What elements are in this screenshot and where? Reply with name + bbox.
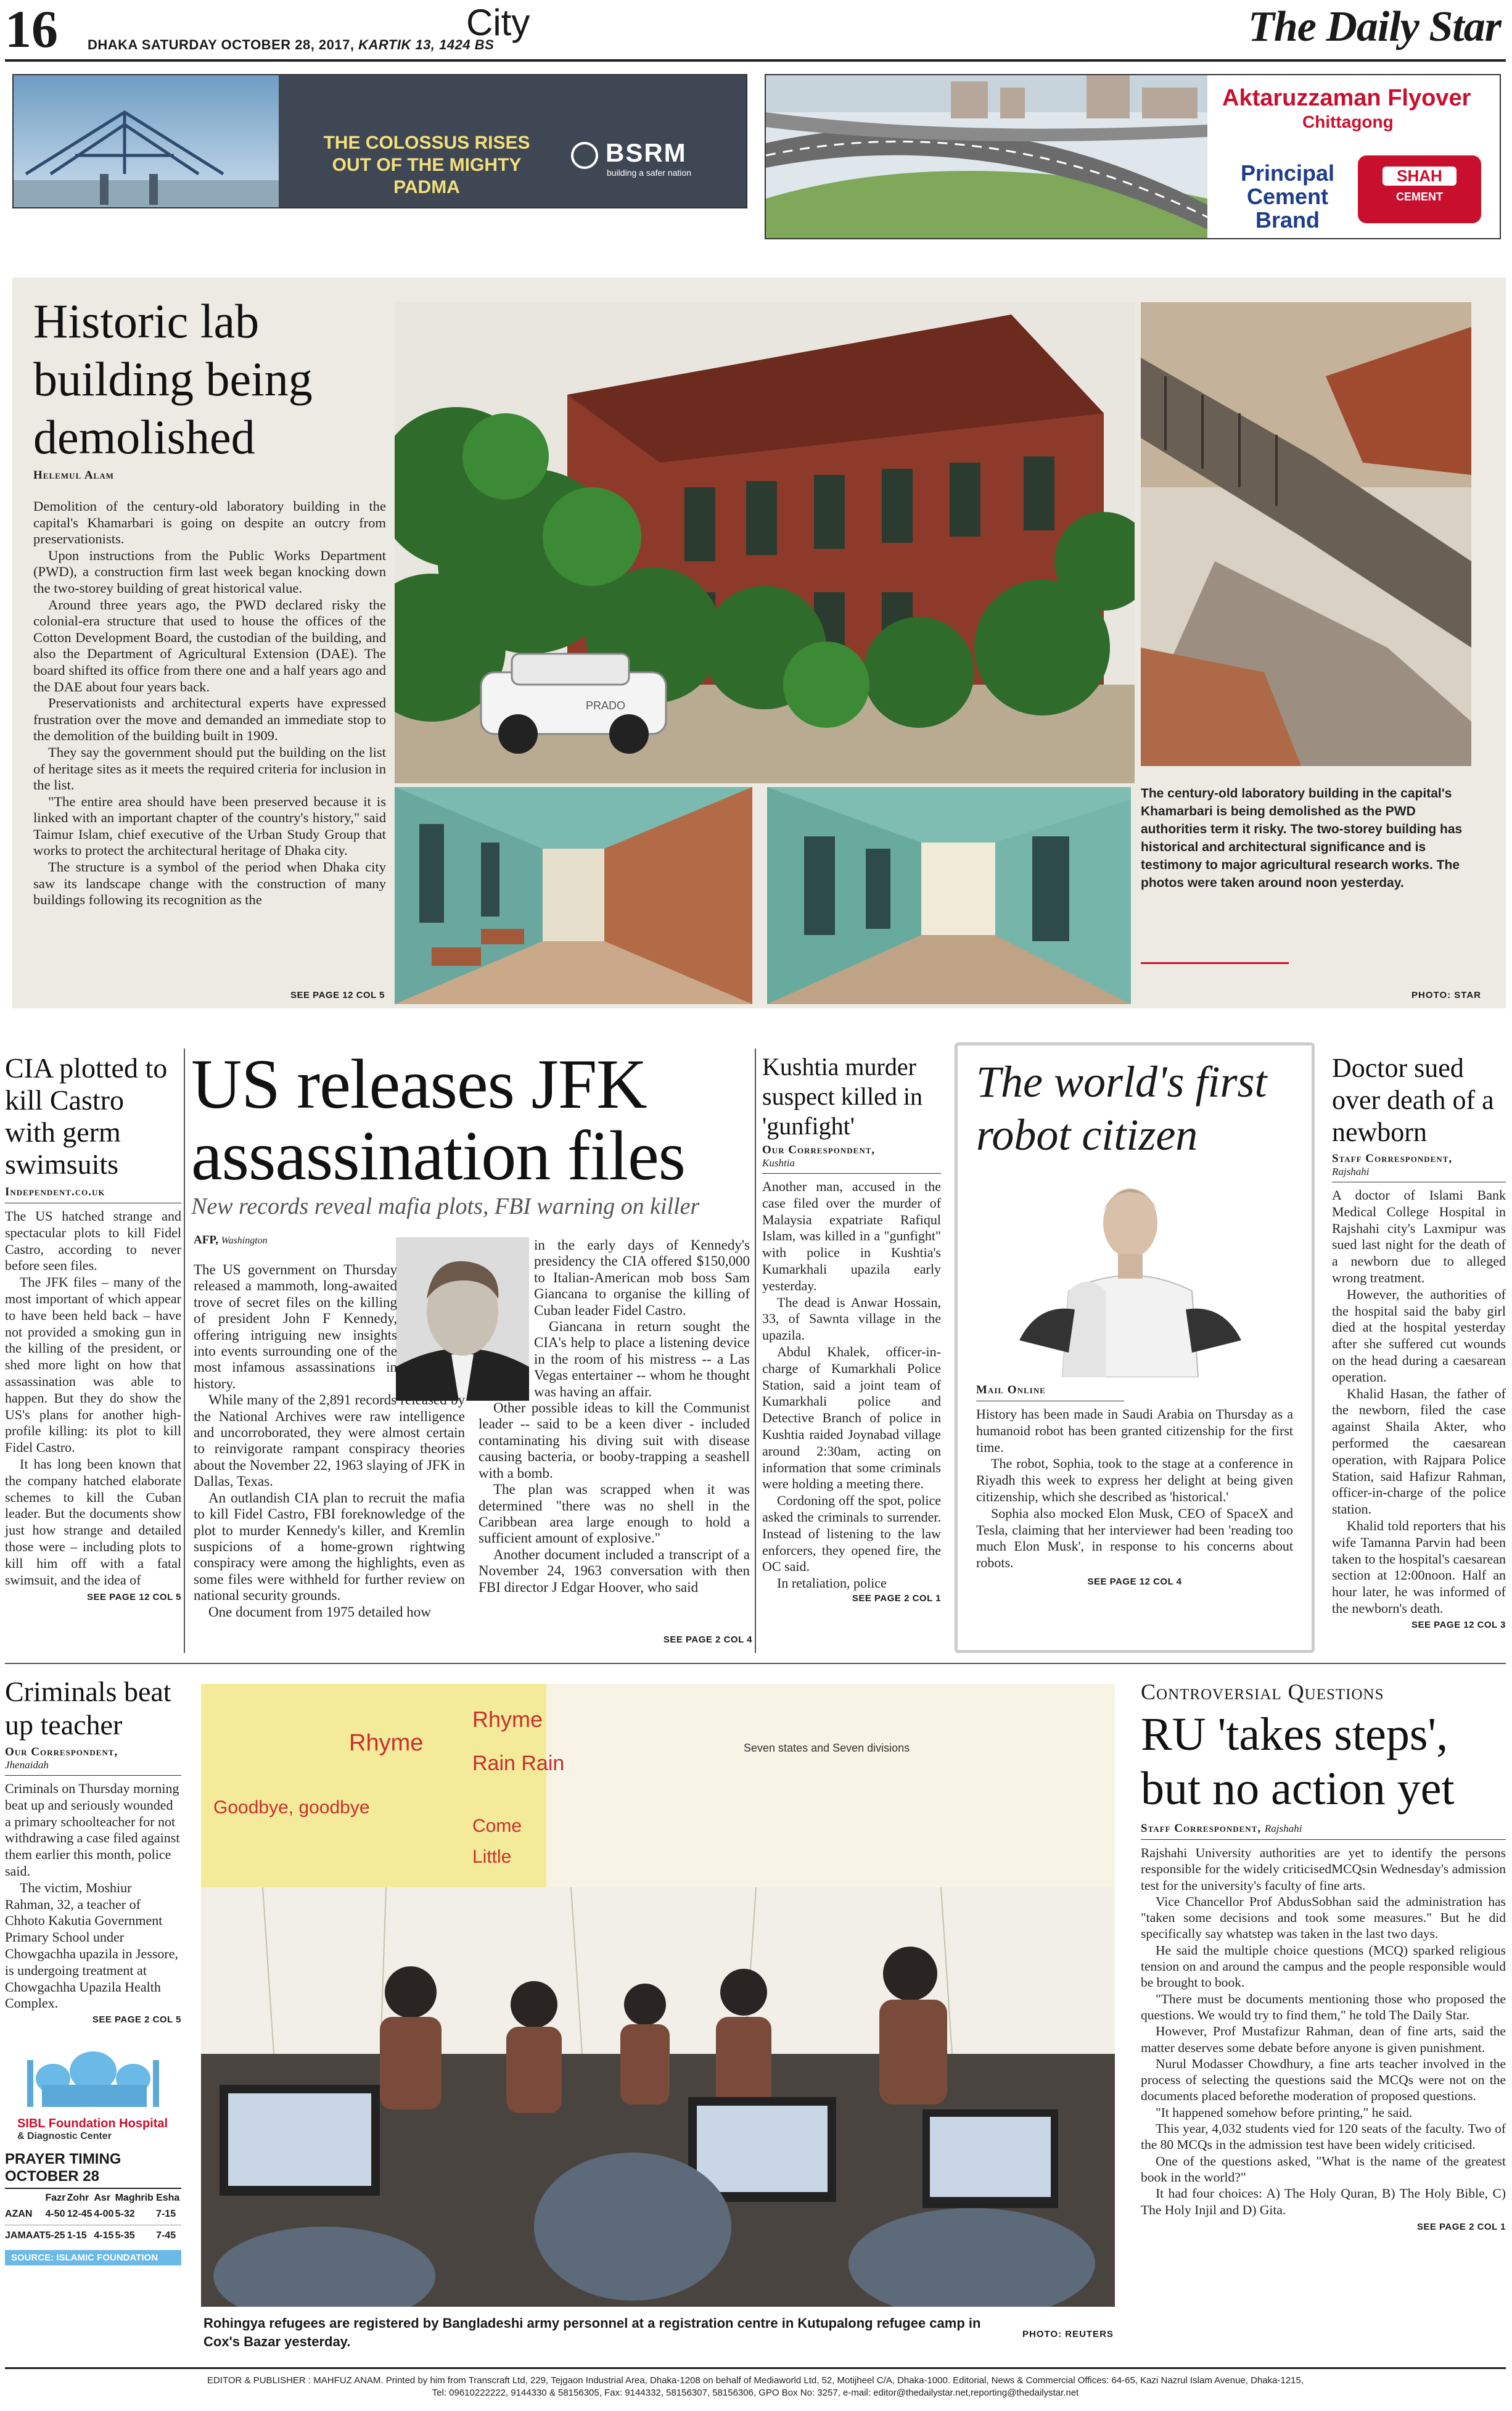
lead-headline: Historic lab building being demolished	[33, 294, 313, 464]
ad-brand-text: Principal Cement Brand	[1241, 160, 1335, 233]
rohingya-caption: Rohingya refugees are registered by Bangladeshi army personnel at a registration centre in Kutupalong refugee camp in Cox's Bazar yesterday.	[203, 2315, 981, 2349]
kushtia-byline: Our Correspondent, Kushtia	[762, 1144, 941, 1174]
prayer-header-row: Fazr Zohr Asr Maghrib Esha	[45, 2193, 180, 2203]
jfk-headline: US releases JFK assassination files	[191, 1045, 686, 1195]
ru-kicker: Controversial Questions	[1141, 1679, 1384, 1704]
jfk-body-col2: in the early days of Kennedy's presidency the CIA offered $150,000 to Italian-American mob boss Sam Giancana to organise the killing of Cuban leader Fidel Castro. Giancana in return sought the CIA's help to place a listening device in the room of his mistress -- a Las Vegas entertainer -- whom he thought was having an affair. Other possible ideas to kill the Communist leader -- said to be a keen diver - included contaminating his diving suit with disease causing bacteria, or booby-trapping a seashell with a bomb. The plan was scrapped when it was determined "there was no shell in the Caribbean area large enough to hold a sufficient amount of explosive." Another document included a transcript of a November 24, 1963 conversation with then FBI director J Edgar Hoover, who said	[479, 1237, 750, 1595]
ad-bsrm-brand: BSRM	[606, 138, 687, 167]
masthead-rule	[5, 59, 1506, 62]
story-criminals	[5, 1675, 181, 2025]
page-number: 16	[5, 0, 58, 59]
doctor-jump[interactable]: SEE PAGE 12 COL 3	[1411, 1619, 1506, 1630]
imprint-line-1: EDITOR & PUBLISHER : MAHFUZ ANAM. Printed by him from Transcraft Ltd, 229, Tejgaon Industrial Area, Dhaka-1208 on behalf of Mediaworld Ltd, 52, Motijheel C/A, Dhaka-1000. Editorial, News & Commercial Offices: 64-65, Kazi Nazrul Islam Avenue, Dhaka-1215,	[207, 2375, 1304, 2386]
criminals-body: Criminals on Thursday morning beat up and seriously wounded a primary schoolteacher for not withdrawing a case filed against them earlier this month, police said. The victim, Moshiur Rahman, 32, a teacher of Chhoto Kakutia Government Primary School under Chowgachha upazila in Jessore, is undergoing treatment at Chowgachha Upazila Health Complex.	[5, 1781, 180, 2011]
kushtia-headline: Kushtia murder suspect killed in 'gunfight'	[762, 1053, 922, 1140]
imprint-line-2: Tel: 09610222222, 9144330 & 58156305, Fax: 9144332, 58156307, 58156306, GPO Box No: 3257, e-mail: editor@thedailystar.net,reporting@thedailystar.net	[432, 2388, 1079, 2398]
column-divider	[184, 1049, 185, 1653]
ru-body: Rajshahi University authorities are yet to identify the persons responsible for the widely criticisedMCQsin Wednesday's admission test for the university's faculty of fine arts. Vice Chancellor Prof AbdusSobhan said the administration has "taken some decisions and took some measures." But he did specifically say whatstep was taken in the last two days. He said the multiple choice questions (MCQ) sparked religious tension on and around the campus and the people responsible would be brought to book. "There must be documents mentioning those who proposed the questions. We would try to find them," he told The Daily Star. However, Prof Mustafizur Rahman, dean of fine arts, said the matter deserves some debate before anyone is given punishment. Nurul Modasser Chowdhury, a fine arts teacher involved in the process of selecting the questions said the MCQs were not on the documents placed beforethe moderation of proposed questions. "It happened somehow before printing," he said. This year, 4,032 students vied for 120 seats of the faculty. Two of the 80 MCQs in the admission test have been widely criticised. One of the questions asked, "What is the name of the greatest book in the world?" It had four choices: A) The Holy Quran, B) The Holy Bible, C) The Holy Injil and D) Gita.	[1141, 1845, 1506, 2217]
story-ru	[1141, 1679, 1506, 2232]
kushtia-jump[interactable]: SEE PAGE 2 COL 1	[852, 1593, 941, 1604]
svg-text:Seven states and Seven divisio: Seven states and Seven divisions	[744, 1742, 910, 1754]
lead-byline: Helemul Alam	[33, 469, 114, 482]
dateline: DHAKA SATURDAY OCTOBER 28, 2017, KARTIK 13, 1424 BS	[88, 37, 495, 52]
robot-headline: The world's first robot citizen	[976, 1057, 1267, 1160]
svg-text:Come: Come	[472, 1816, 522, 1836]
cia-jump[interactable]: SEE PAGE 12 COL 5	[87, 1592, 181, 1603]
prayer-row-jamaat: JAMAAT 5-25 1-15 4-15 5-35 7-45	[5, 2230, 176, 2241]
prayer-timing-box	[5, 2042, 181, 2356]
mosque-icon	[5, 2042, 181, 2116]
jfk-body-col1: The US government on Thursday released a mammoth, long-awaited trove of secret files on the killing of president John F Kennedy, offering intriguing new insights into events surrounding one of the most infamous assassinations in history. While many of the 2,891 records released by the National Archives were raw intelligence and uncorroborated, they were almost certain to reinvigorate rampant conspiracy theories about the November 22, 1963 slaying of JFK in Dallas, Texas. An outlandish CIA plan to recruit the mafia to kill Fidel Castro, FBI foreknowledge of the plot to murder Kennedy's killer, and Kremlin suspicions of a home-grown rightwing conspiracy were among the highlights, even as some files were withheld for further review on national security grounds. One document from 1975 detailed how	[194, 1262, 465, 1620]
column-divider	[755, 1049, 756, 1653]
paper-name: The Daily Star	[1248, 3, 1501, 51]
doctor-headline: Doctor sued over death of a newborn	[1332, 1053, 1494, 1147]
criminals-jump[interactable]: SEE PAGE 2 COL 5	[92, 2014, 181, 2026]
section-title: City	[466, 2, 530, 43]
ad-flyover-subtitle: Chittagong	[1302, 112, 1394, 131]
ad-flyover-title: Aktaruzzaman Flyover	[1222, 85, 1471, 111]
svg-text:Little: Little	[472, 1847, 512, 1867]
kushtia-body: Another man, accused in the case filed over the murder of Malaysia expatriate Rafiqul Islam, was killed in a "gunfight" with police in Kushtia's Kumarkhali upazila early yesterday. The dead is Anwar Hossain, 33, of Sawnta village in the upazila. Abdul Khalek, officer-in-charge of Kumarkhali Police Station, said a joint team of Kumarkhali police and Detective Branch of police in Kushtia raided Joynabad village around 2:30am, acting on information that some criminals were holding a meeting there. Cordoning off the spot, police asked the criminals to surrender. Instead of listening to the law enforcers, they opened fire, the OC said. In retaliation, police	[762, 1179, 941, 1591]
lead-photo-corridor-2	[767, 787, 1131, 1004]
svg-text:Rhyme: Rhyme	[472, 1707, 543, 1732]
story-cia	[5, 1052, 181, 1602]
story-robot	[955, 1042, 1315, 1653]
ad-shah-cement[interactable]	[765, 74, 1501, 239]
lead-jump[interactable]: SEE PAGE 12 COL 5	[290, 990, 385, 1000]
criminals-byline: Our Correspondent, Jhenaidah	[5, 1745, 181, 1776]
story-doctor	[1332, 1052, 1506, 1630]
cia-headline: CIA plotted to kill Castro with germ swimsuits	[5, 1052, 168, 1180]
svg-text:Rain Rain: Rain Rain	[472, 1752, 565, 1775]
ru-jump[interactable]: SEE PAGE 2 COL 1	[1416, 2221, 1506, 2232]
story-jfk	[191, 1045, 752, 1645]
robot-photo	[976, 1168, 1284, 1377]
lead-story-panel	[12, 278, 1506, 1008]
prayer-title: PRAYER TIMING OCTOBER 28	[5, 2151, 181, 2189]
lead-body: Demolition of the century-old laboratory building in the capital's Khamarbari is going on despite an outcry from preservationists. Upon instructions from the Public Works Department (PWD), a construction firm last week began knocking down the two-storey building of great historical value. Around three years ago, the PWD declared risky the colonial-era structure that used to house the offices of the Cotton Development Board, the custodian of the building, and also the Department of Agricultural Extension (DAE). The board shifted its office from there one and a half years ago and the DAE about four years back. Preservationists and architectural experts have expressed frustration over the move and demanded an immediate stop to the demolition of the building built in 1909. They say the government should put the building on the list of heritage sites as it meets the required criteria for inclusion in the list. "The entire area should have been preserved because it is linked with an important chapter of the country's history," said Taimur Islam, chief executive of the Urban Study Group that works to protect the architectural heritage of Dhaka city. The structure is a symbol of the period when Dhaka city saw its landscape change with the construction of many buildings following its recognition as the	[33, 498, 386, 908]
lead-photo-corridor-1	[395, 787, 752, 1004]
doctor-byline: Staff Correspondent, Rajshahi	[1332, 1152, 1506, 1182]
doctor-body: A doctor of Islami Bank Medical College Hospital in Rajshahi city's Laxmipur was sued last night for the death of a newborn due to alleged wrong treatment. However, the authorities of the hospital said the baby girl died at the hospital yesterday after she suffered cut wounds on the head during a caesarean operation. Khalid Hasan, the father of the newborn, filed the case against Shaila Akter, who performed the caesarean operation, with Rajpara Police Station, said Hafizur Rahman, officer-in-charge of the police station. Khalid told reporters that his wife Tamanna Parvin had been taken to the hospital's caesarean section at 12:00noon. Half an hour later, he was informed of the newborn's death.	[1332, 1187, 1506, 1616]
svg-text:PRADO: PRADO	[586, 699, 626, 712]
flyover-illustration	[766, 75, 1207, 239]
jfk-subhead: New records reveal mafia plots, FBI warning on killer	[191, 1193, 700, 1219]
lead-photo-caption: The century-old laboratory building in the capital's Khamarbari is being demolished as the PWD authorities term it risky. The two-storey building has historical and architectural significance and is testimony to major agricultural research works. The photos were taken around noon yesterday.	[1141, 786, 1463, 890]
jfk-jump[interactable]: SEE PAGE 2 COL 4	[663, 1634, 752, 1645]
ad-bsrm-tagline: building a safer nation	[607, 168, 691, 178]
lead-photo-stairs	[1141, 302, 1471, 766]
prayer-table	[5, 2193, 181, 2246]
rohingya-photo-credit: PHOTO: REUTERS	[1022, 2329, 1114, 2339]
laptop-icon	[220, 2085, 380, 2196]
svg-text:Rhyme: Rhyme	[349, 1730, 424, 1756]
ru-headline: RU 'takes steps', but no action yet	[1141, 1708, 1455, 1815]
ad-bsrm-headline: THE COLOSSUS RISES OUT OF THE MIGHTY PADMA	[323, 133, 530, 197]
lead-photo-building	[395, 302, 1135, 783]
ad-bsrm[interactable]	[12, 74, 747, 208]
robot-jump[interactable]: SEE PAGE 12 COL 4	[1087, 1576, 1182, 1587]
rohingya-photo	[201, 1684, 1115, 2307]
jfk-byline: AFP, Washington	[194, 1234, 268, 1247]
ru-byline: Staff Correspondent, Rajshahi	[1141, 1822, 1506, 1840]
robot-byline: Mail Online	[976, 1383, 1124, 1401]
shah-cement-logo: SHAH CEMENT	[1358, 155, 1481, 223]
prayer-row-azan: AZAN 4-50 12-45 4-00 5-32 7-15	[5, 2204, 181, 2225]
cia-byline: Independent.co.uk	[5, 1185, 181, 1203]
criminals-headline: Criminals beat up teacher	[5, 1676, 171, 1741]
svg-text:Goodbye, goodbye: Goodbye, goodbye	[213, 1797, 370, 1818]
bsrm-logo-icon	[571, 142, 598, 169]
hospital-name: SIBL Foundation Hospital & Diagnostic Center	[17, 2117, 168, 2141]
prayer-source: SOURCE: ISLAMIC FOUNDATION	[5, 2250, 181, 2265]
lead-photo-credit: PHOTO: STAR	[1411, 990, 1481, 1000]
cia-body: The US hatched strange and spectacular plots to kill Fidel Castro, according to never before seen files. The JFK files – many of the most important of which appear to have been held back – have not provided a smoking gun in the killing of the president, or shed more light on how that assassination was able to happen. But they do show the US's plans for another high-profile killing: its plot to kill Fidel Castro. It has long been known that the company hatched elaborate schemes to kill the Cuban leader. But the documents show just how strange and detailed those were – including plots to kill him off with a fatal swimsuit, and the idea of	[5, 1208, 181, 1588]
imprint	[5, 2375, 1506, 2399]
robot-body: History has been made in Saudi Arabia on Thursday as a humanoid robot has been granted citizenship for the first time. The robot, Sophia, took to the stage at a conference in Riyadh this week to express her delight at being given citizenship, which she described as 'historical.' Sophia also mocked Elon Musk, CEO of SpaceX and Tesla, claiming that her interviewer had been 'reading too much Elon Musk', in response to his concerns about robots.	[976, 1406, 1293, 1571]
footer-rule	[5, 2367, 1506, 2369]
story-kushtia	[762, 1052, 941, 1604]
row-divider	[5, 1663, 1506, 1664]
masthead	[0, 0, 1512, 68]
caption-rule	[1141, 962, 1289, 964]
laptop-icon	[922, 2109, 1058, 2208]
